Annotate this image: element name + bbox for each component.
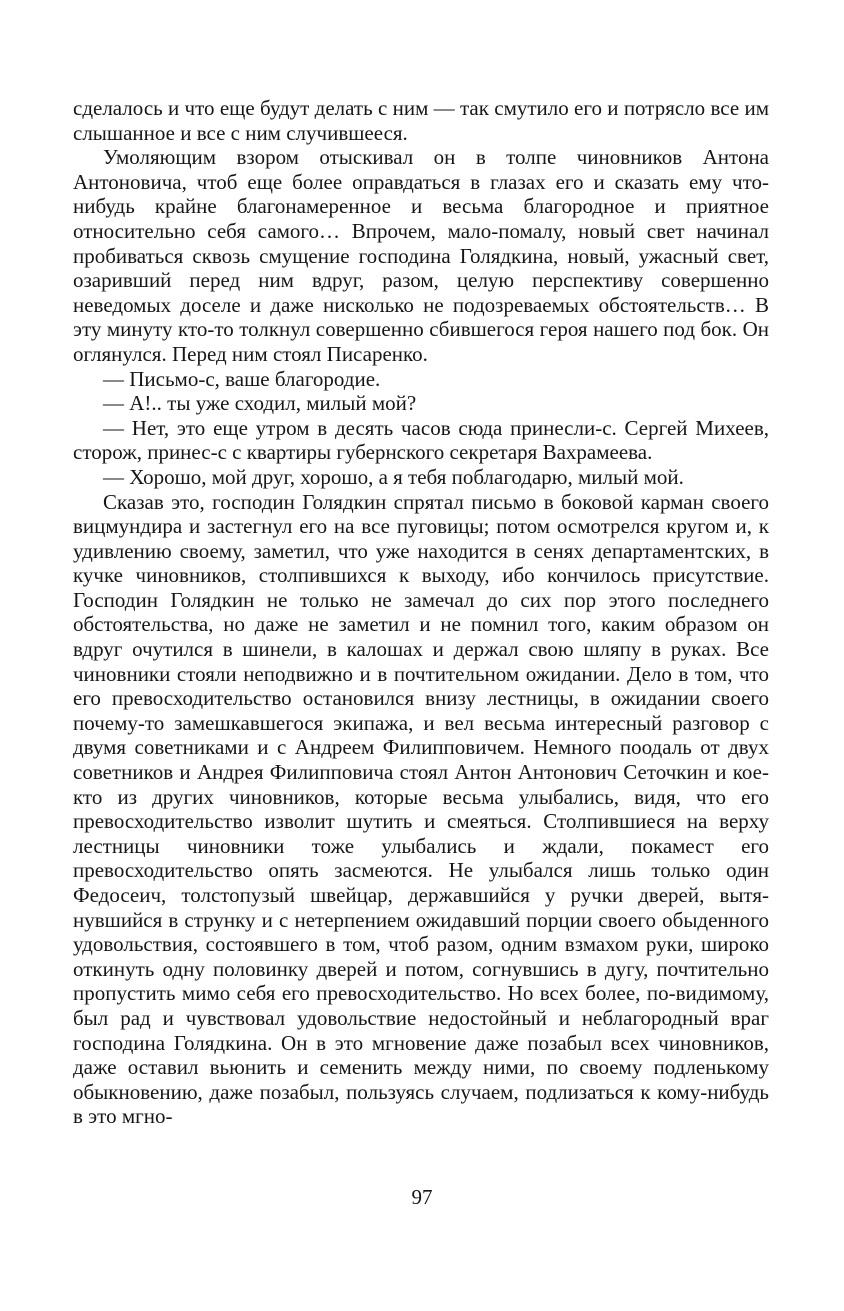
paragraph-continuation: сделалось и что еще будут делать с ним — так смутило его и потрясло все им слышанное и все с ним случившееся. [73, 96, 769, 145]
dialogue-line: — Хорошо, мой друг, хорошо, а я тебя поблагодарю, милый мой. [103, 464, 684, 489]
paragraph: Сказав это, господин Голядкин спрятал письмо в боковой карман своего вицмундира и застегнул его на все пуговицы; потом осмотрелся кругом и, к удивлению своему, заметил, что уже находится в сенях департаментских, в кучке чиновников, столпившихся к выходу, ибо кончилось присутствие. Господин Голядкин не только не замечал до сих пор этого последнего обстоятельства, но даже не заметил и не помнил того, каким образом он вдруг очутился в шинели, в калошах и держал свою шляпу в руках. Все чиновники стояли неподвижно и в почтительном ожидании. Дело в том, что его превосходительство остановился внизу лестницы, в ожидании своего почему-то замешкавшегося экипажа, и вел весьма интересный разговор с двумя советниками и с Андреем Филипповичем. Немного поодаль от двух советников и Андрея Филипповича стоял Антон Антонович Сеточкин и кое-кто из других чиновников, которые весьма улыбались, видя, что его превосходительство изволит шутить и смеяться. Столпившиеся на верху лестницы чиновники тоже улыбались и ждали, покамест его превосходительство опять засмеются. Не улыбался лишь только один Федосеич, толстопузый швейцар, державшийся у ручки дверей, вытянувшийся в струнку и с нетерпением ожидавший порции своего обыденного удовольствия, состоявшего в том, чтоб разом, одним взмахом руки, широко откинуть одну половинку дверей и потом, согнувшись в дугу, почтительно пропустить мимо себя его превосходительство. Но всех более, по-видимому, был рад и чувствовал удовольствие недостойный и неблагородный враг господина Голядкина. Он в это мгновение даже позабыл всех чиновников, даже оставил вьюнить и семенить между ними, по своему подленькому обыкновению, даже позабыл, пользуясь случаем, подлизаться к кому-нибудь в это мгно- [73, 489, 769, 1129]
dialogue-line: — Нет, это еще утром в десять часов сюда принесли-с. Сергей Михеев, сторож, принес-с с квартиры губернского секретаря Вахрамеева. [73, 415, 769, 465]
page-number: 97 [411, 1185, 433, 1209]
dialogue-line: — А!.. ты уже сходил, милый мой? [103, 391, 417, 416]
paragraph: Умоляющим взором отыскивал он в толпе чиновников Антона Антоновича, чтоб еще более оправдаться в глазах его и сказать ему что-нибудь крайне благонамеренное и весьма благородное и приятное относительно себя самого… Впрочем, мало-помалу, новый свет начинал пробиваться сквозь смущение господина Голядкина, новый, ужасный свет, озаривший перед ним вдруг, разом, целую перспективу совершенно неведомых доселе и даже нисколько не подозреваемых обстоятельств… В эту минуту кто-то толкнул совершенно сбившегося героя нашего под бок. Он оглянулся. Перед ним стоял Писаренко. [73, 145, 769, 366]
dialogue-line: — Письмо-с, ваше благородие. [103, 366, 381, 391]
page-text [73, 96, 769, 1129]
